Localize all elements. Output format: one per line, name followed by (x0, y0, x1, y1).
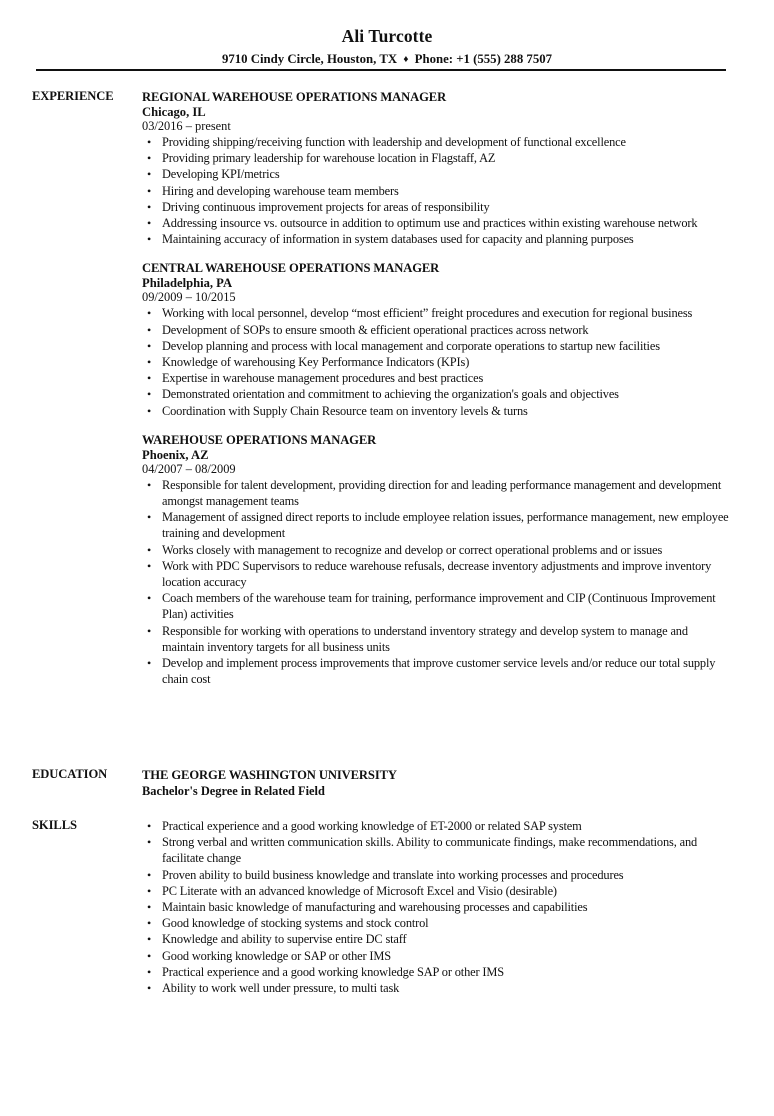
job-entry (142, 432, 742, 688)
list-item: • Maintaining accuracy of information in system databases used for capacity and planning purposes (142, 231, 732, 247)
skills-body (142, 818, 742, 996)
list-item: • Knowledge of warehousing Key Performance Indicators (KPIs) (142, 354, 732, 370)
list-item: • Driving continuous improvement projects for areas of responsibility (142, 199, 732, 215)
contact-line (0, 52, 774, 67)
list-item: • Expertise in warehouse management procedures and best practices (142, 370, 732, 386)
list-item: • Practical experience and a good working knowledge of ET-2000 or related SAP system (142, 818, 732, 834)
list-item: • Developing KPI/metrics (142, 166, 732, 182)
list-item: • Demonstrated orientation and commitment to achieving the organization's goals and objectives (142, 386, 732, 402)
list-item: • PC Literate with an advanced knowledge of Microsoft Excel and Visio (desirable) (142, 883, 732, 899)
section-label-experience: EXPERIENCE (32, 89, 114, 103)
job-bullets (142, 477, 742, 688)
phone: Phone: +1 (555) 288 7507 (414, 52, 553, 66)
list-item: • Develop and implement process improvements that improve customer service levels and/or reduce our total supply chain cost (142, 655, 732, 687)
education-body (142, 767, 742, 799)
list-item: • Works closely with management to recognize and develop or correct operational problems and or issues (142, 542, 732, 558)
list-item: • Providing shipping/receiving function with leadership and development of functional excellence (142, 134, 732, 150)
address: 9710 Cindy Circle, Houston, TX (221, 52, 398, 66)
candidate-name: Ali Turcotte (341, 26, 433, 46)
list-item: • Addressing insource vs. outsource in addition to optimum use and practices within existing warehouse network (142, 215, 732, 231)
school-name: THE GEORGE WASHINGTON UNIVERSITY (142, 768, 397, 782)
list-item: • Strong verbal and written communication skills. Ability to communicate findings, make recommendations, and facilitate change (142, 834, 732, 866)
list-item: • Maintain basic knowledge of manufacturing and warehousing processes and capabilities (142, 899, 732, 915)
list-item: • Coordination with Supply Chain Resource team on inventory levels & turns (142, 403, 732, 419)
job-dates: 09/2009 – 10/2015 (142, 290, 236, 305)
job-dates: 03/2016 – present (142, 119, 231, 133)
list-item: • Working with local personnel, develop “most efficient” freight procedures and execution for regional business (142, 305, 732, 321)
job-location: Chicago, IL (142, 105, 206, 119)
list-item: • Proven ability to build business knowledge and translate into working processes and procedures (142, 867, 732, 883)
list-item: • Coach members of the warehouse team for training, performance improvement and CIP (Continuous Improvement Plan) activities (142, 590, 732, 622)
job-bullets (142, 134, 742, 247)
list-item: • Good working knowledge or SAP or other IMS (142, 948, 732, 964)
list-item: • Responsible for talent development, providing direction for and leading performance management and development amongst management teams (142, 477, 732, 509)
list-item: • Hiring and developing warehouse team members (142, 183, 732, 199)
section-label-skills: SKILLS (32, 818, 77, 832)
list-item: • Knowledge and ability to supervise entire DC staff (142, 931, 732, 947)
job-title: CENTRAL WAREHOUSE OPERATIONS MANAGER (142, 261, 440, 276)
list-item: • Providing primary leadership for warehouse location in Flagstaff, AZ (142, 150, 732, 166)
list-item: • Work with PDC Supervisors to reduce warehouse refusals, decrease inventory adjustments and improve inventory location accuracy (142, 558, 732, 590)
header-divider (36, 69, 726, 71)
list-item: • Ability to work well under pressure, to multi task (142, 980, 732, 996)
diamond-separator-icon: ♦ (403, 54, 409, 65)
job-title: WAREHOUSE OPERATIONS MANAGER (142, 432, 377, 447)
list-item: • Management of assigned direct reports to include employee relation issues, performance management, new employee training and development (142, 509, 732, 541)
list-item: • Practical experience and a good working knowledge SAP or other IMS (142, 964, 732, 980)
job-bullets (142, 305, 742, 418)
list-item: • Develop planning and process with local management and corporate operations to startup new facilities (142, 338, 732, 354)
job-entry (142, 89, 742, 247)
job-entry (142, 260, 742, 418)
section-label-education: EDUCATION (32, 767, 108, 781)
list-item: • Responsible for working with operations to understand inventory strategy and develop system to manage and maintain inventory targets for all business units (142, 623, 732, 655)
list-item: • Good knowledge of stocking systems and stock control (142, 915, 732, 931)
skills-list (142, 818, 742, 996)
job-location: Phoenix, AZ (142, 447, 209, 462)
list-item: • Development of SOPs to ensure smooth & efficient operational practices across network (142, 322, 732, 338)
job-location: Philadelphia, PA (142, 276, 233, 291)
job-dates: 04/2007 – 08/2009 (142, 461, 236, 476)
experience-body (142, 89, 742, 700)
degree: Bachelor's Degree in Related Field (142, 784, 325, 798)
job-title: REGIONAL WAREHOUSE OPERATIONS MANAGER (142, 90, 447, 104)
